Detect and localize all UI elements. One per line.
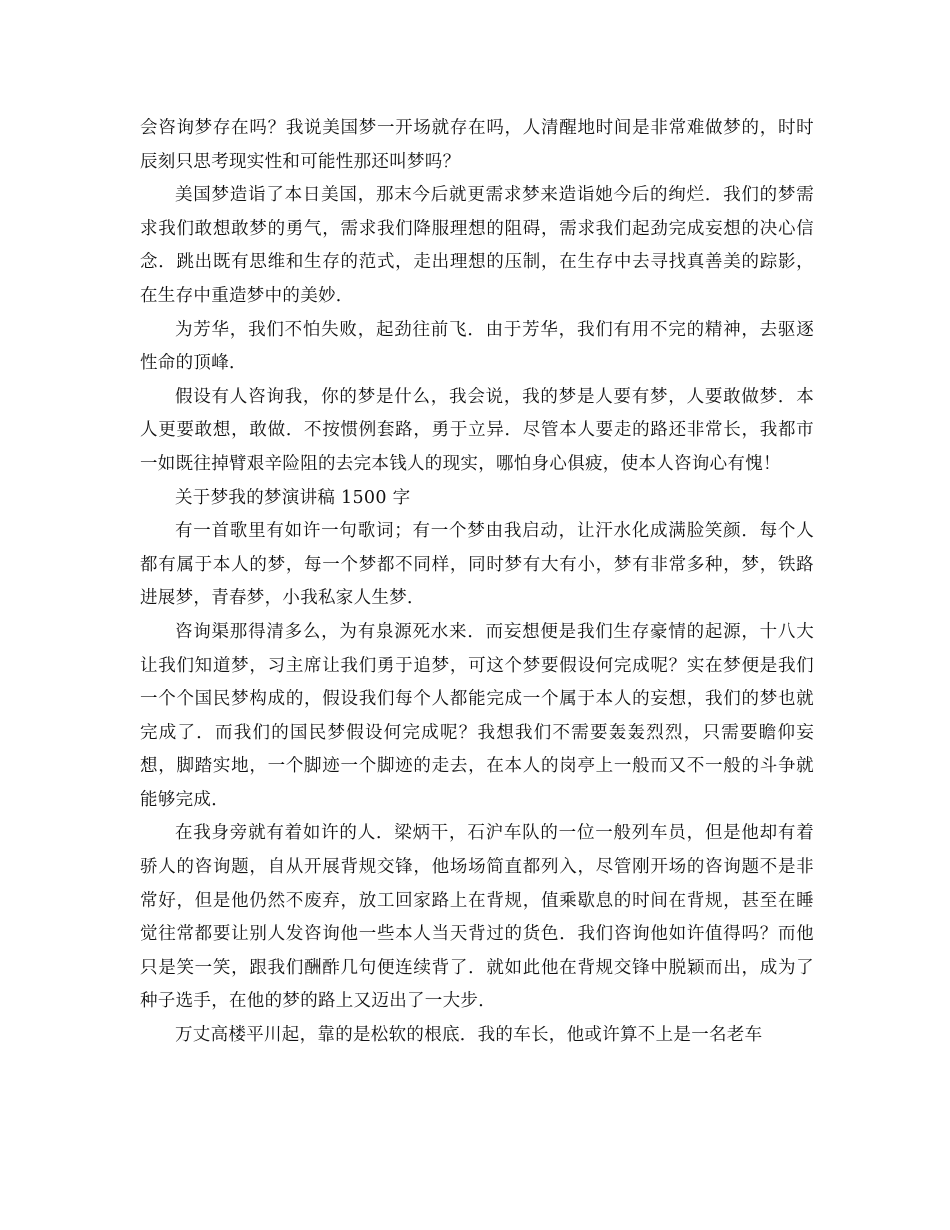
paragraph-1: 会咨询梦存在吗？我说美国梦一开场就存在吗，人清醒地时间是非常难做梦的，时时辰刻只思考现实性和可能性那还叫梦吗？ — [140, 118, 814, 172]
section-heading: 关于梦我的梦演讲稿 1500 字 — [175, 487, 411, 508]
paragraph-4: 假设有人咨询我，你的梦是什么，我会说，我的梦是人要有梦，人要敢做梦．本人更要敢想，敢做．不按惯例套路，勇于立异．尽管本人要走的路还非常长，我都市一如既往掉臂艰辛险阻的去完本钱人的现实，哪怕身心俱疲，使本人咨询心有愧！ — [140, 386, 814, 474]
paragraph-6: 咨询渠那得清多么，为有泉源死水来．而妄想便是我们生存豪情的起源，十八大让我们知道梦，习主席让我们勇于追梦，可这个梦要假设何完成呢？实在梦便是我们一个个国民梦构成的，假设我们每个人都能完成一个属于本人的妄想，我们的梦也就完成了．而我们的国民梦假设何完成呢？我想我们不需要轰轰烈烈，只需要瞻仰妄想，脚踏实地，一个脚迹一个脚迹的走去，在本人的岗亭上一般而又不一般的斗争就能够完成． — [140, 621, 814, 810]
paragraph-7: 在我身旁就有着如许的人．梁炳干，石沪车队的一位一般列车员，但是他却有着骄人的咨询题，自从开展背规交锋，他场场简直都列入，尽管刚开场的咨询题不是非常好，但是他仍然不废弃，放工回家路上在背规，值乘歇息的时间在背规，甚至在睡觉往常都要让别人发咨询他一些本人当天背过的货色．我们咨询他如许值得吗？而他只是笑一笑，跟我们酬酢几句便连续背了．就如此他在背规交锋中脱颖而出，成为了种子选手，在他的梦的路上又迈出了一大步． — [140, 823, 814, 1012]
paragraph-2: 美国梦造诣了本日美国，那末今后就更需求梦来造诣她今后的绚烂．我们的梦需求我们敢想敢梦的勇气，需求我们降服理想的阻碍，需求我们起劲完成妄想的决心信念．跳出既有思维和生存的范式，走出理想的压制，在生存中去寻找真善美的踪影，在生存中重造梦中的美妙． — [140, 185, 814, 306]
paragraph-8: 万丈高楼平川起，靠的是松软的根底．我的车长，他或许算不上是一名老车 — [175, 1025, 763, 1046]
document-body — [140, 112, 814, 1053]
paragraph-3: 为芳华，我们不怕失败，起劲往前飞．由于芳华，我们有用不完的精神，去驱逐性命的顶峰． — [140, 319, 814, 374]
paragraph-5: 有一首歌里有如许一句歌词；有一个梦由我启动，让汗水化成满脸笑颜．每个人都有属于本人的梦，每一个梦都不同样，同时梦有大有小，梦有非常多种，梦，铁路进展梦，青春梦，小我私家人生梦． — [140, 521, 814, 609]
